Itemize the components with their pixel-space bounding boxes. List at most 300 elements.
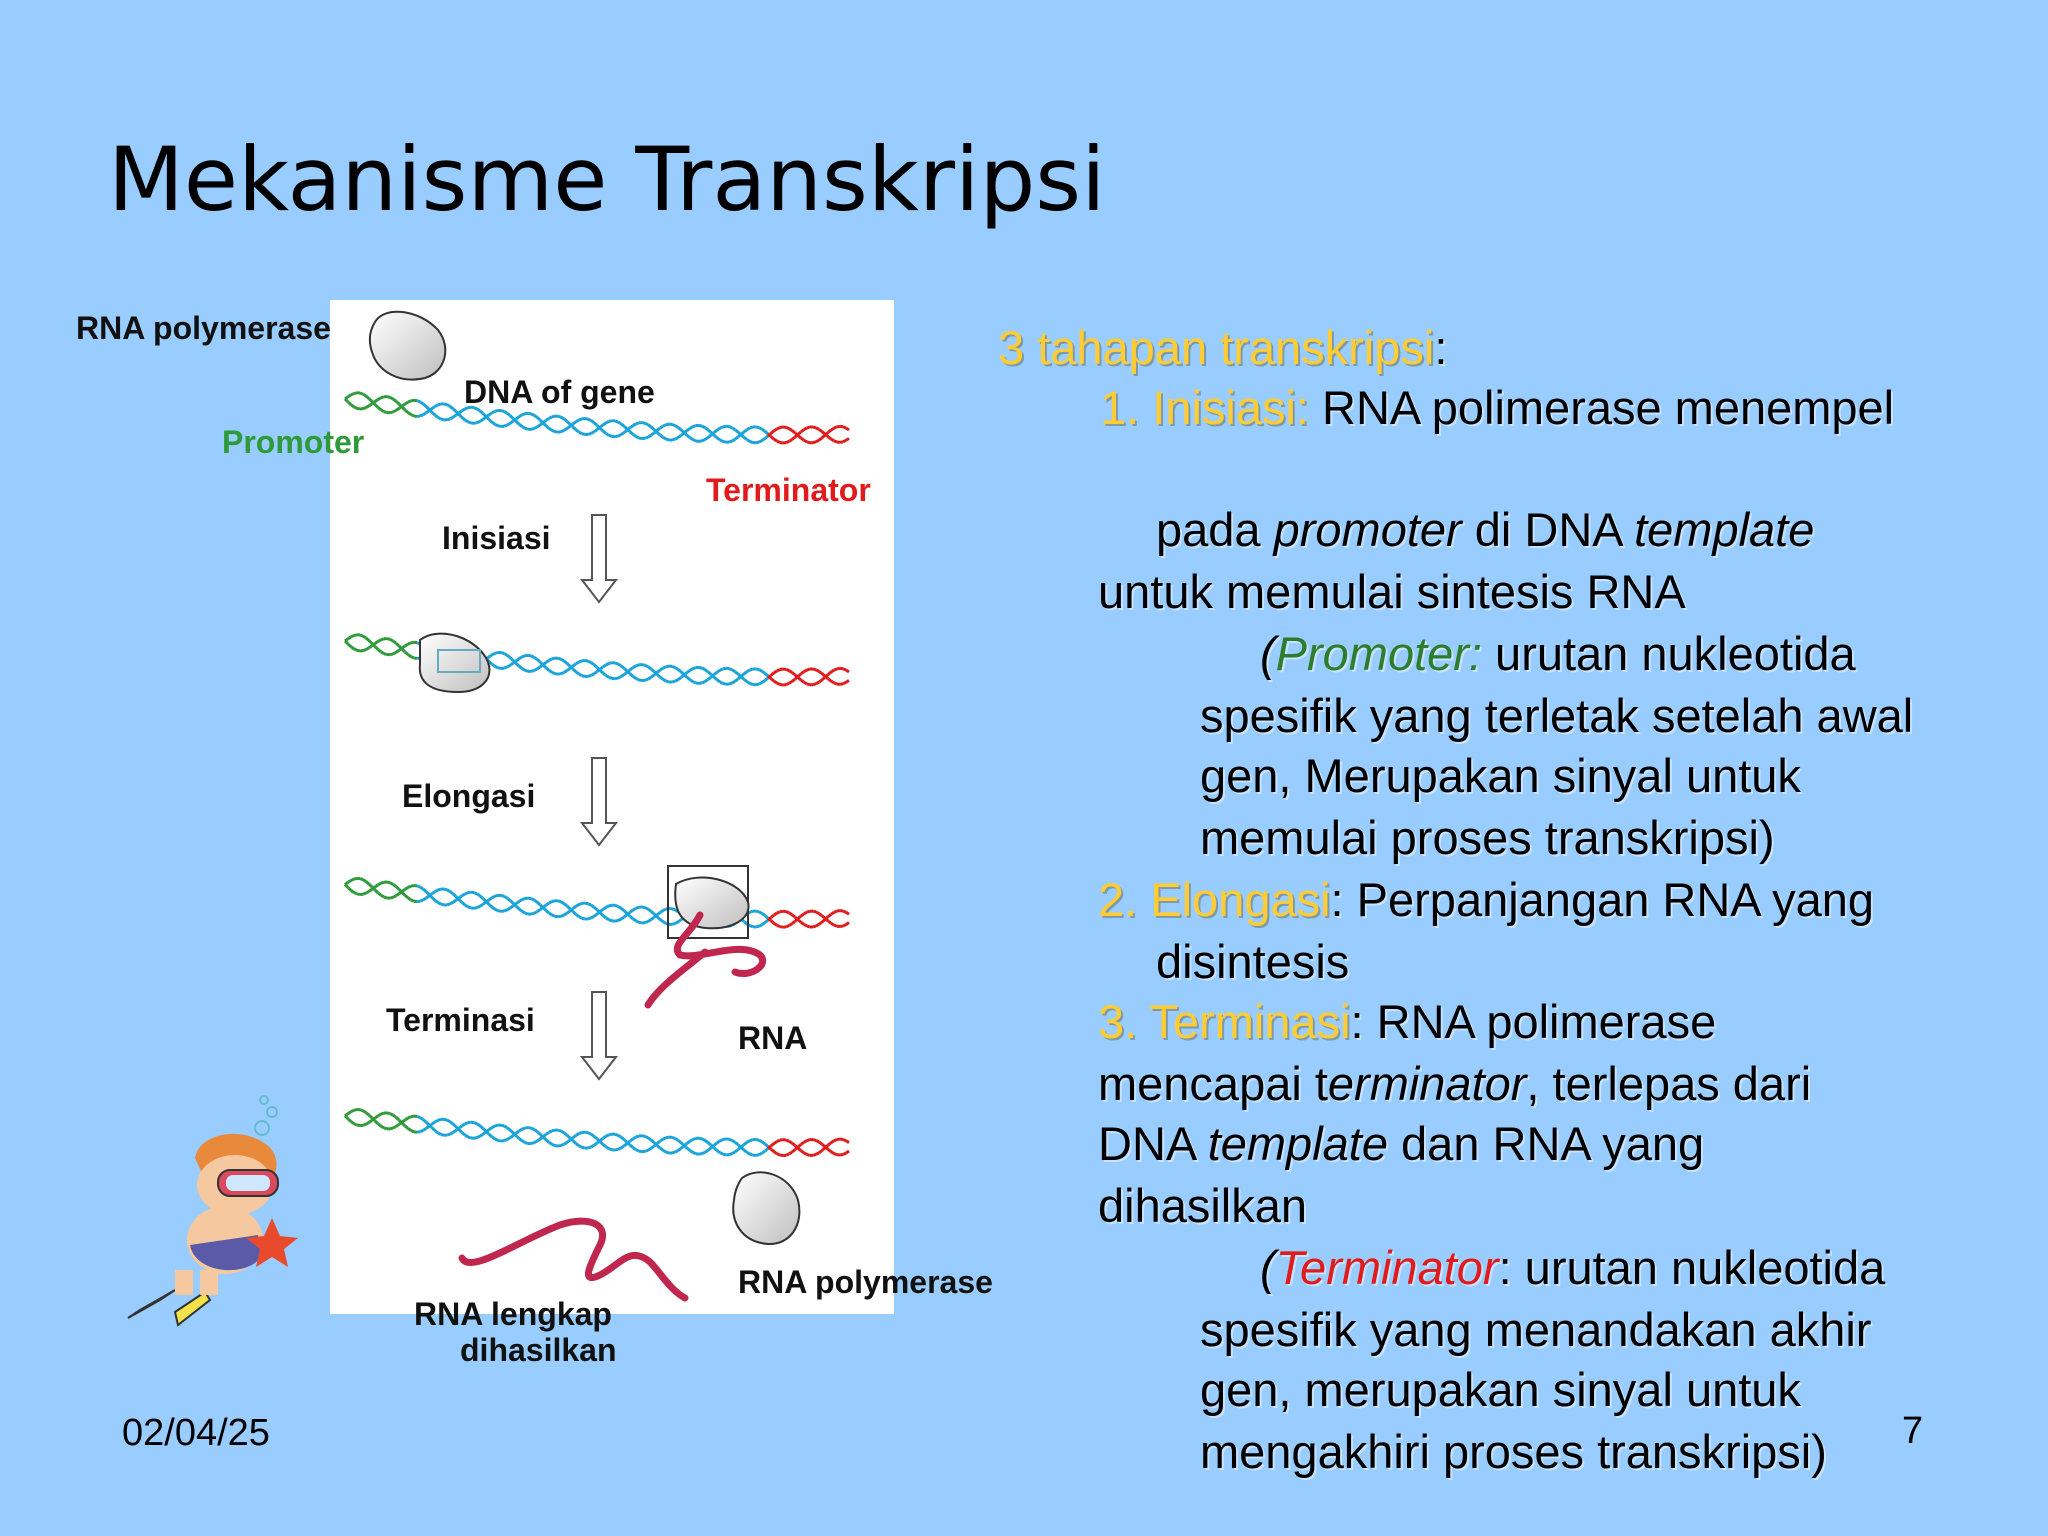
dna-helix-segment: [714, 1143, 717, 1145]
dna-helix-segment: [750, 926, 753, 927]
dna-helix-segment: [456, 898, 459, 900]
dna-helix-segment: [408, 898, 411, 900]
dna-helix-segment: [459, 896, 462, 898]
dna-helix-segment: [474, 423, 477, 424]
dna-helix-segment: [399, 648, 402, 650]
dna-helix-segment: [768, 434, 771, 437]
dna-helix-segment: [537, 902, 540, 905]
dna-helix-segment: [765, 431, 768, 434]
dna-helix-segment: [546, 426, 549, 429]
dna-helix-segment: [801, 430, 804, 432]
dna-helix-segment: [549, 428, 552, 430]
dna-helix-segment: [795, 919, 798, 922]
dna-helix-segment: [693, 1138, 696, 1139]
dna-helix-segment: [561, 1144, 564, 1145]
dna-helix-segment: [615, 905, 618, 906]
dna-helix-segment: [816, 670, 819, 672]
dna-helix-segment: [408, 655, 411, 657]
dna-helix-segment: [825, 1147, 828, 1150]
dna-helix-segment: [387, 882, 390, 883]
dna-helix-segment: [357, 1125, 360, 1126]
dna-helix-segment: [786, 1154, 789, 1155]
dna-helix-segment: [381, 652, 384, 654]
dna-helix-segment: [465, 420, 468, 422]
dna-helix-segment: [354, 393, 357, 394]
dna-helix-segment: [504, 910, 507, 911]
dna-helix-segment: [681, 1146, 684, 1148]
dna-helix-segment: [363, 408, 366, 409]
dna-helix-segment: [816, 1140, 819, 1142]
dna-helix-segment: [681, 675, 684, 677]
dna-helix-segment: [846, 680, 849, 682]
dna-helix-segment: [405, 410, 408, 413]
dna-helix-segment: [393, 641, 396, 643]
dna-helix-segment: [480, 1126, 483, 1129]
dna-helix-segment: [645, 1136, 648, 1137]
dna-helix-segment: [756, 684, 759, 685]
dna-helix-segment: [510, 657, 513, 660]
dna-helix-segment: [411, 1116, 414, 1117]
dna-helix-segment: [648, 677, 651, 679]
dna-helix-segment: [732, 1152, 735, 1154]
dna-helix-segment: [786, 926, 789, 927]
dna-helix-segment: [561, 672, 564, 673]
dna-helix-segment: [648, 1148, 651, 1150]
dna-helix-segment: [489, 655, 492, 657]
dna-helix-segment: [477, 1136, 480, 1137]
dna-helix-segment: [762, 1142, 765, 1144]
dna-helix-segment: [687, 428, 690, 430]
dna-helix-segment: [789, 429, 792, 431]
dna-helix-segment: [594, 914, 597, 916]
dna-helix-segment: [621, 1146, 624, 1148]
dna-helix-segment: [840, 684, 843, 685]
dna-helix-segment: [603, 907, 606, 909]
dna-helix-segment: [846, 923, 849, 925]
dna-helix-segment: [348, 888, 351, 891]
dna-helix-segment: [756, 669, 759, 670]
dna-helix-segment: [738, 1147, 741, 1150]
dna-helix-segment: [759, 441, 762, 442]
dna-helix-segment: [687, 670, 690, 672]
dna-helix-segment: [387, 397, 390, 398]
dna-helix-segment: [630, 674, 633, 677]
dna-helix-segment: [369, 646, 372, 648]
dna-helix-segment: [666, 424, 669, 425]
dna-helix-segment: [606, 433, 609, 435]
dna-helix-segment: [420, 402, 423, 404]
dna-helix-segment: [759, 912, 762, 914]
dna-helix-segment: [666, 1137, 669, 1138]
dna-helix-segment: [705, 670, 708, 672]
dna-helix-segment: [621, 424, 624, 426]
dna-helix-segment: [678, 669, 681, 671]
dna-helix-segment: [426, 892, 429, 895]
dna-helix-segment: [357, 894, 360, 895]
dna-helix-segment: [678, 435, 681, 437]
dna-helix-segment: [408, 413, 411, 415]
dna-helix-segment: [489, 1128, 492, 1130]
dna-helix-segment: [378, 407, 381, 409]
dna-helix-segment: [699, 1138, 702, 1139]
dna-helix-segment: [585, 419, 588, 420]
dna-helix-segment: [615, 1134, 618, 1135]
dna-helix-segment: [552, 672, 555, 673]
dna-helix-segment: [633, 908, 636, 910]
dna-helix-segment: [486, 901, 489, 904]
dna-helix-segment: [426, 1122, 429, 1125]
step3-line4: dihasilkan: [1098, 1179, 1308, 1232]
dna-helix-segment: [492, 1126, 495, 1128]
dna-helix-segment: [687, 435, 690, 437]
dna-helix-segment: [504, 425, 507, 426]
dna-helix-segment: [381, 895, 384, 897]
dna-helix-segment: [702, 682, 705, 683]
dna-helix-segment: [438, 417, 441, 419]
dna-helix-segment: [393, 884, 396, 886]
dna-helix-segment: [672, 1137, 675, 1138]
dna-helix-segment: [666, 666, 669, 667]
dna-helix-segment: [534, 1129, 537, 1131]
dna-helix-segment: [711, 1145, 714, 1148]
dna-helix-segment: [492, 411, 495, 413]
dna-helix-segment: [663, 922, 666, 924]
dna-helix-segment: [390, 897, 393, 898]
dna-helix-segment: [600, 670, 603, 673]
dna-helix-segment: [405, 644, 408, 646]
dna-helix-segment: [531, 429, 534, 430]
dna-helix-segment: [792, 915, 795, 917]
dna-helix-segment: [591, 1134, 594, 1136]
dna-helix-segment: [663, 1138, 666, 1139]
dna-helix-segment: [387, 639, 390, 640]
dna-helix-segment: [447, 1120, 450, 1122]
dna-helix-segment: [693, 440, 696, 441]
dna-helix-segment: [447, 890, 450, 892]
dna-helix-segment: [813, 669, 816, 670]
dna-helix-segment: [513, 1133, 516, 1135]
dna-helix-segment: [768, 918, 771, 921]
dna-helix-segment: [492, 1137, 495, 1139]
dna-helix-segment: [522, 669, 525, 671]
dna-helix-segment: [735, 437, 738, 439]
dna-helix-segment: [573, 1141, 576, 1144]
dna-helix-segment: [363, 893, 366, 894]
dna-helix-segment: [663, 909, 666, 910]
dna-helix-segment: [618, 919, 621, 920]
dna-helix-segment: [588, 433, 591, 434]
dna-helix-segment: [759, 1140, 762, 1142]
dna-helix-segment: [537, 910, 540, 912]
dna-helix-segment: [354, 1124, 357, 1125]
dna-helix-segment: [834, 441, 837, 442]
dna-helix-segment: [534, 1141, 537, 1143]
dna-helix-segment: [831, 912, 834, 914]
dna-helix-segment: [345, 882, 348, 884]
dna-helix-segment: [732, 439, 735, 441]
dna-helix-segment: [720, 427, 723, 428]
dna-helix-segment: [546, 418, 549, 420]
dna-helix-segment: [621, 675, 624, 677]
dna-helix-segment: [780, 442, 783, 443]
dna-helix-segment: [522, 414, 525, 415]
dna-helix-segment: [579, 661, 582, 662]
dna-helix-segment: [795, 676, 798, 679]
dna-helix-segment: [804, 1153, 807, 1155]
dna-helix-segment: [846, 1141, 849, 1143]
dna-helix-segment: [735, 679, 738, 681]
dna-helix-segment: [777, 925, 780, 926]
label-rna-lengkap: RNA lengkap: [414, 1296, 612, 1332]
dna-helix-segment: [507, 423, 510, 425]
dna-helix-segment: [591, 663, 594, 665]
dna-helix-segment: [606, 906, 609, 907]
dna-helix-segment: [375, 1116, 378, 1118]
dna-helix-segment: [609, 435, 612, 436]
dna-helix-segment: [840, 1154, 843, 1155]
dna-helix-segment: [579, 917, 582, 919]
dna-helix-segment: [819, 914, 822, 916]
dna-helix-segment: [384, 897, 387, 898]
dna-helix-segment: [765, 678, 768, 681]
dna-helix-segment: [375, 890, 378, 893]
dna-helix-segment: [588, 904, 591, 905]
dna-helix-segment: [519, 415, 522, 417]
dna-helix-segment: [387, 1113, 390, 1114]
dna-helix-segment: [609, 905, 612, 906]
dna-helix-segment: [507, 1138, 510, 1140]
dna-helix-segment: [630, 1139, 633, 1141]
dna-helix-segment: [381, 1113, 384, 1114]
dna-helix-segment: [819, 438, 822, 440]
dna-helix-segment: [690, 1151, 693, 1153]
dna-helix-segment: [774, 671, 777, 673]
dna-helix-segment: [420, 887, 423, 889]
terminator-def-line2: spesifik yang menandakan akhir: [1200, 1303, 1872, 1356]
dna-helix-segment: [645, 908, 648, 909]
dna-helix-segment: [792, 430, 795, 432]
dna-helix-segment: [450, 1133, 453, 1135]
dna-helix-segment: [834, 1139, 837, 1140]
dna-helix-segment: [597, 910, 600, 913]
dna-helix-segment: [774, 439, 777, 441]
dna-helix-segment: [420, 415, 423, 416]
dna-helix-segment: [576, 904, 579, 906]
dna-helix-segment: [495, 652, 498, 653]
dna-helix-segment: [585, 661, 588, 662]
dna-helix-segment: [777, 1140, 780, 1141]
dna-helix-segment: [675, 1138, 678, 1140]
dna-helix-segment: [522, 898, 525, 899]
dna-helix-segment: [561, 659, 564, 661]
dna-helix-segment: [735, 672, 738, 674]
dna-helix-segment: [390, 412, 393, 413]
dna-helix-segment: [573, 912, 576, 915]
dna-helix-segment: [846, 438, 849, 440]
dna-helix-segment: [813, 427, 816, 428]
dna-helix-segment: [390, 654, 393, 655]
dna-helix-segment: [747, 1152, 750, 1154]
dna-helix-segment: [507, 655, 510, 657]
dna-helix-segment: [744, 679, 747, 681]
dna-helix-segment: [600, 428, 603, 431]
dna-helix-segment: [537, 667, 540, 669]
dna-helix-segment: [465, 1135, 468, 1137]
dna-helix-segment: [489, 419, 492, 422]
dna-helix-segment: [618, 906, 621, 908]
dna-helix-segment: [540, 662, 543, 665]
dna-helix-segment: [408, 886, 411, 887]
dna-helix-segment: [636, 679, 639, 680]
dna-helix-segment: [357, 408, 360, 409]
dna-helix-segment: [408, 1117, 411, 1118]
dna-helix-segment: [450, 902, 453, 904]
dna-helix-segment: [831, 1152, 834, 1154]
dna-helix-segment: [396, 1117, 399, 1120]
dna-helix-segment: [504, 896, 507, 898]
dna-helix-segment: [579, 432, 582, 434]
dna-helix-segment: [432, 898, 435, 901]
dna-helix-segment: [636, 665, 639, 666]
dna-helix-segment: [735, 430, 738, 432]
dna-helix-segment: [702, 1139, 705, 1141]
dna-helix-segment: [408, 1129, 411, 1131]
dna-helix-segment: [771, 673, 774, 675]
dna-helix-segment: [780, 684, 783, 685]
dna-helix-segment: [693, 668, 696, 669]
dna-helix-segment: [498, 426, 501, 427]
dna-helix-segment: [750, 442, 753, 443]
dna-helix-segment: [801, 1151, 804, 1153]
dna-helix-segment: [381, 1126, 384, 1128]
dna-helix-segment: [636, 423, 639, 424]
dna-helix-segment: [453, 900, 456, 902]
dna-helix-segment: [750, 1154, 753, 1155]
dna-helix-segment: [585, 1132, 588, 1133]
dna-helix-segment: [465, 1123, 468, 1124]
dna-helix-segment: [843, 911, 846, 912]
dna-helix-segment: [633, 919, 636, 921]
dna-helix-segment: [606, 1147, 609, 1149]
dna-helix-segment: [819, 1151, 822, 1153]
dna-helix-segment: [657, 1141, 660, 1143]
dna-helix-segment: [510, 1130, 513, 1133]
dna-helix-segment: [447, 405, 450, 407]
dna-helix-segment: [462, 894, 465, 896]
dna-helix-segment: [429, 1125, 432, 1128]
dna-helix-segment: [609, 663, 612, 664]
dna-helix-segment: [360, 635, 363, 636]
dna-helix-segment: [372, 643, 375, 646]
dna-helix-segment: [762, 671, 765, 673]
dna-helix-segment: [690, 669, 693, 671]
dna-helix-segment: [561, 915, 564, 916]
dna-helix-segment: [567, 426, 570, 428]
step2-line1: 2. Elongasi: Perpanjangan RNA yang: [1098, 873, 1875, 926]
dna-helix-segment: [780, 669, 783, 670]
dna-helix-segment: [591, 905, 594, 907]
dna-helix-segment: [558, 658, 561, 659]
dna-helix-segment: [675, 438, 678, 440]
dna-helix-segment: [831, 681, 834, 683]
dna-helix-segment: [816, 924, 819, 926]
dna-helix-segment: [453, 1130, 456, 1132]
rna-polymerase-released-icon: [733, 1172, 799, 1244]
dna-helix-segment: [792, 1143, 795, 1145]
dna-helix-segment: [405, 1126, 408, 1129]
dna-helix-segment: [531, 414, 534, 415]
dna-helix-segment: [495, 666, 498, 667]
dna-helix-segment: [801, 672, 804, 674]
dna-helix-segment: [765, 1149, 768, 1152]
dna-helix-segment: [624, 430, 627, 432]
dna-helix-segment: [438, 889, 441, 890]
dna-helix-segment: [720, 669, 723, 670]
dna-helix-segment: [624, 668, 627, 671]
dna-helix-segment: [606, 663, 609, 664]
dna-helix-segment: [732, 428, 735, 430]
dna-helix-segment: [597, 667, 600, 670]
dna-helix-segment: [417, 401, 420, 402]
stages-heading: 3 tahapan transkripsi:: [998, 321, 1448, 374]
dna-helix-segment: [549, 913, 552, 915]
dna-helix-segment: [651, 675, 654, 677]
dna-helix-segment: [771, 921, 774, 923]
dna-helix-segment: [363, 636, 366, 638]
dna-helix-segment: [534, 669, 537, 671]
dna-helix-segment: [393, 652, 396, 653]
dna-helix-segment: [519, 666, 522, 668]
dna-helix-segment: [462, 417, 465, 420]
dna-helix-segment: [615, 421, 618, 422]
dna-helix-segment: [684, 673, 687, 676]
dna-helix-segment: [504, 411, 507, 413]
dna-helix-segment: [570, 424, 573, 426]
dna-helix-segment: [375, 641, 378, 643]
dna-helix-segment: [396, 650, 399, 652]
dna-helix-segment: [567, 663, 570, 666]
dna-helix-segment: [804, 924, 807, 926]
dna-helix-segment: [708, 1143, 711, 1146]
dna-helix-segment: [351, 405, 354, 407]
dna-helix-segment: [576, 430, 579, 432]
dna-helix-segment: [615, 1149, 618, 1150]
dna-helix-segment: [366, 891, 369, 893]
dna-helix-segment: [423, 898, 426, 900]
dna-helix-segment: [657, 917, 660, 920]
dna-helix-segment: [540, 905, 543, 908]
dna-helix-segment: [609, 1149, 612, 1150]
dna-helix-segment: [405, 887, 408, 889]
dna-helix-segment: [678, 677, 681, 679]
step3-line3: DNA template dan RNA yang: [1098, 1117, 1705, 1170]
dna-helix-segment: [597, 425, 600, 428]
dna-helix-segment: [435, 1131, 438, 1133]
dna-helix-segment: [621, 908, 624, 910]
dna-helix-segment: [699, 667, 702, 668]
dna-helix-segment: [768, 676, 771, 679]
dna-helix-segment: [576, 1144, 579, 1146]
dna-helix-segment: [720, 1140, 723, 1141]
dna-helix-segment: [636, 907, 639, 908]
dna-helix-segment: [567, 906, 570, 909]
dna-helix-segment: [588, 1133, 591, 1134]
dna-helix-segment: [843, 925, 846, 926]
dna-helix-segment: [570, 908, 573, 910]
dna-helix-segment: [405, 895, 408, 898]
dna-helix-segment: [528, 413, 531, 414]
dna-helix-segment: [693, 426, 696, 427]
